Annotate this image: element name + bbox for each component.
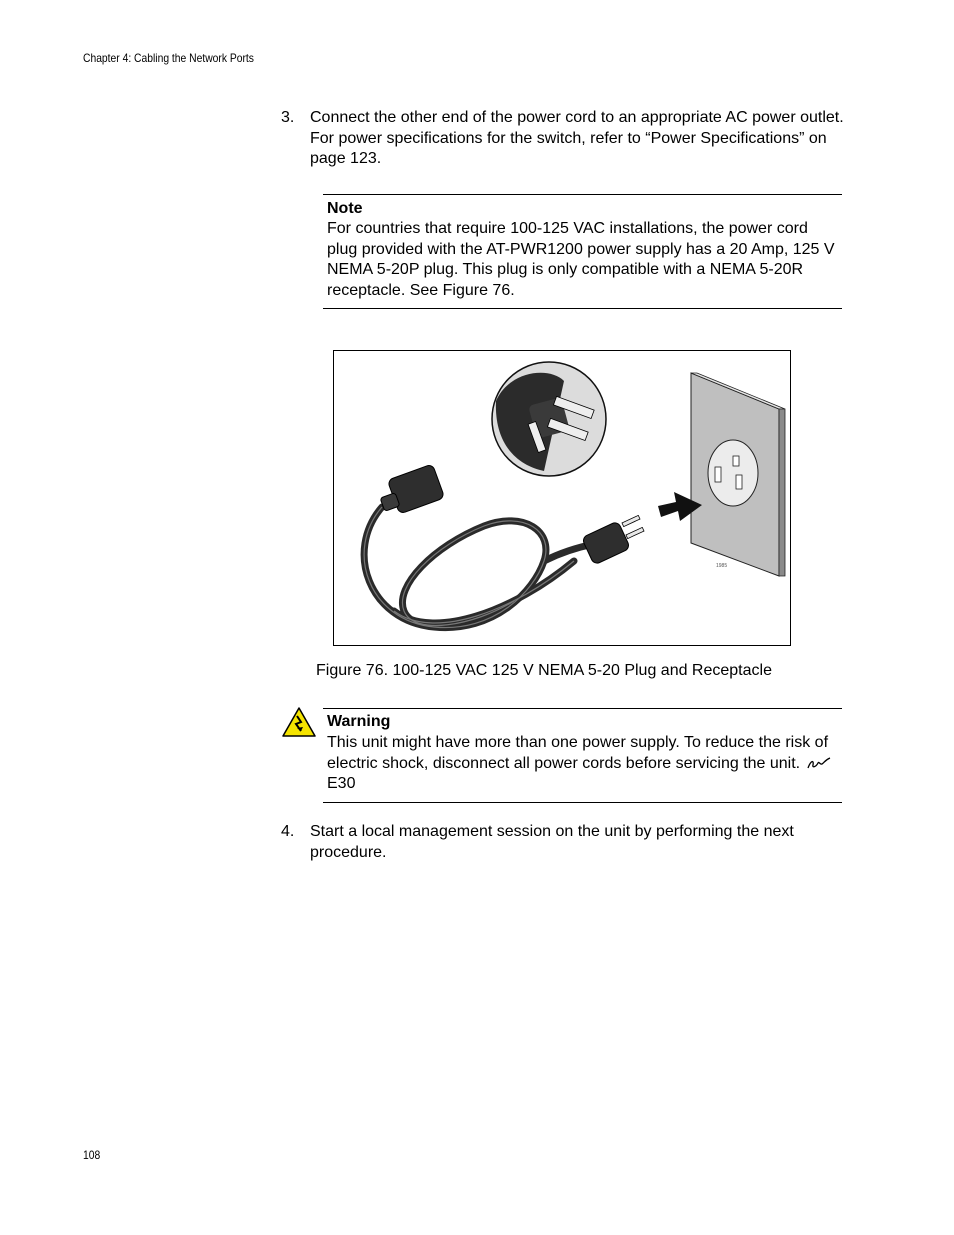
step-number: 3. bbox=[281, 109, 295, 126]
warning-body-container bbox=[327, 733, 842, 795]
step-text: Connect the other end of the power cord to an appropriate AC power outlet. For power specifications for the switch, refer to “Power Specifications” on page 123. bbox=[310, 109, 844, 167]
step-number: 4. bbox=[281, 823, 295, 840]
step-4 bbox=[281, 822, 851, 866]
step-text: Start a local management session on the unit by performing the next procedure. bbox=[310, 823, 794, 861]
warning-title: Warning bbox=[327, 713, 391, 730]
note-callout bbox=[323, 194, 842, 309]
signature-icon bbox=[807, 756, 831, 770]
running-header: Chapter 4: Cabling the Network Ports bbox=[83, 51, 254, 65]
note-title: Note bbox=[327, 200, 363, 217]
power-cord-plug-receptacle-illustration bbox=[334, 351, 791, 646]
electrical-hazard-icon bbox=[282, 707, 316, 737]
figure-caption: Figure 76. 100-125 VAC 125 V NEMA 5-20 Plug and Receptacle bbox=[316, 662, 772, 679]
warning-code: E30 bbox=[327, 775, 356, 792]
figure-code: 1985 bbox=[716, 563, 728, 569]
figure-illustration bbox=[333, 350, 791, 646]
warning-callout bbox=[323, 708, 842, 803]
note-body: For countries that require 100-125 VAC installations, the power cord plug provided with the AT-PWR1200 power supply has a 20 Amp, 125 V NEMA 5-20P plug. This plug is only compatible with a NEMA 5-20R receptacle. See Figure 76. bbox=[327, 220, 835, 299]
warning-body: This unit might have more than one power supply. To reduce the risk of electric shock, disconnect all power cords before servicing the unit. bbox=[327, 734, 829, 772]
page-number: 108 bbox=[83, 1148, 101, 1162]
step-3 bbox=[281, 108, 851, 172]
